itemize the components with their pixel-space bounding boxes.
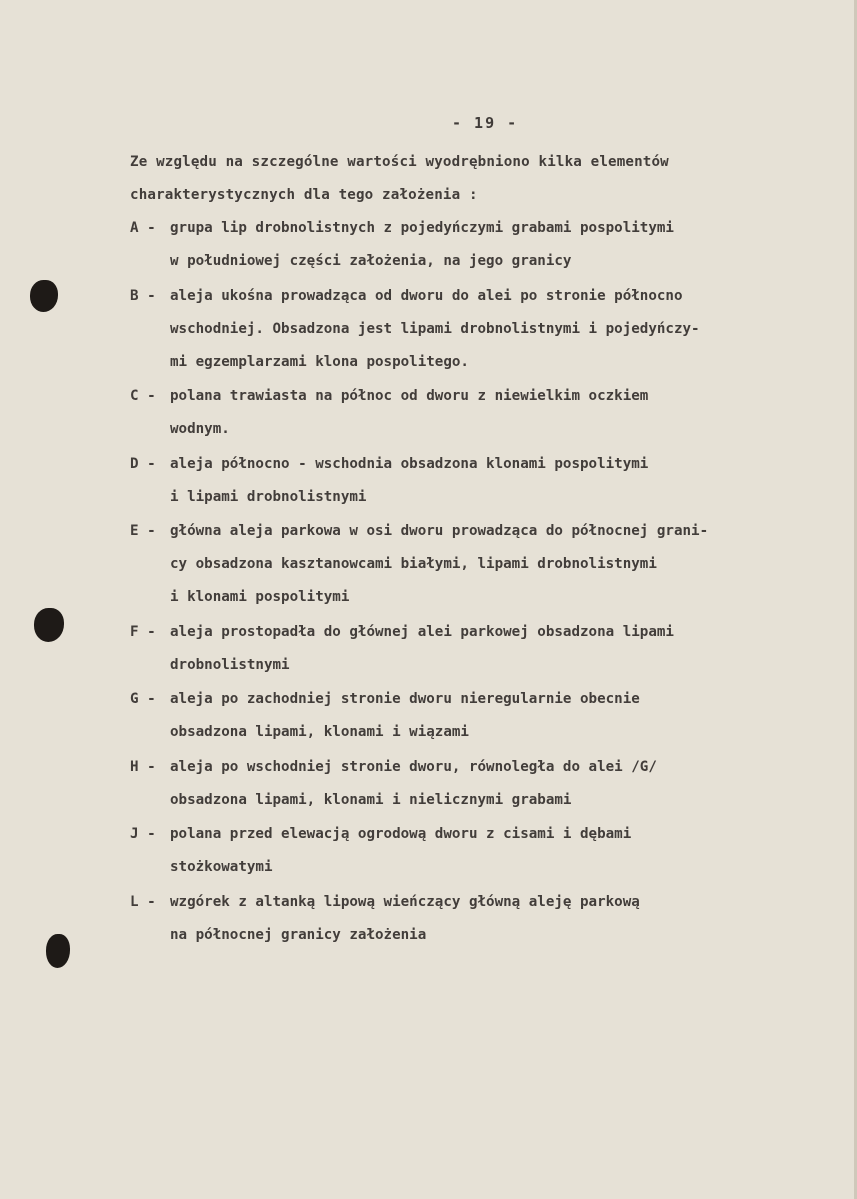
item-marker: E - xyxy=(130,523,156,539)
item-line: i klonami pospolitymi xyxy=(170,589,350,605)
list-item-c xyxy=(130,380,850,446)
item-marker: F - xyxy=(130,623,156,640)
punch-hole-bottom xyxy=(46,934,70,968)
item-line: aleja ukośna prowadząca od dworu do alei po stronie północno xyxy=(170,287,683,304)
list-item-d xyxy=(130,448,850,514)
item-marker: L - xyxy=(130,893,156,910)
intro-line: Ze względu na szczególne wartości wyodrębniono kilka elementów xyxy=(130,154,669,170)
item-line: aleja prostopadła do głównej alei parkowej obsadzona lipami xyxy=(170,623,674,640)
item-line: mi egzemplarzami klona pospolitego. xyxy=(170,353,469,370)
intro-line: charakterystycznych dla tego założenia : xyxy=(130,187,478,203)
item-line: drobnolistnymi xyxy=(170,656,290,673)
item-marker: B - xyxy=(130,287,156,304)
intro-paragraph xyxy=(130,146,830,212)
list-item-f xyxy=(130,616,850,682)
item-line: grupa lip drobnolistnych z pojedyńczymi grabami pospolitymi xyxy=(170,220,674,236)
list-item-h xyxy=(130,751,850,817)
item-line: wodnym. xyxy=(170,421,230,437)
item-marker: J - xyxy=(130,826,156,842)
item-line: aleja po wschodniej stronie dworu, równoległa do alei /G/ xyxy=(170,758,657,775)
item-line: obsadzona lipami, klonami i wiązami xyxy=(170,724,469,740)
list-item-j xyxy=(130,818,850,884)
element-list xyxy=(130,212,850,953)
punch-hole-top xyxy=(30,280,58,312)
item-line: aleja po zachodniej stronie dworu nieregularnie obecnie xyxy=(170,691,640,707)
item-marker: C - xyxy=(130,388,156,404)
punch-hole-middle xyxy=(34,608,64,642)
item-line: na północnej granicy założenia xyxy=(170,926,427,943)
page-number: - 19 - xyxy=(452,114,519,132)
list-item-a xyxy=(130,212,850,278)
item-line: obsadzona lipami, klonami i nielicznymi grabami xyxy=(170,791,572,808)
item-line: wschodniej. Obsadzona jest lipami drobnolistnymi i pojedyńczy- xyxy=(170,320,700,337)
item-marker: G - xyxy=(130,691,156,707)
item-line: główna aleja parkowa w osi dworu prowadząca do północnej grani- xyxy=(170,523,709,539)
item-line: cy obsadzona kasztanowcami białymi, lipami drobnolistnymi xyxy=(170,556,657,572)
item-marker: A - xyxy=(130,220,156,236)
item-marker: H - xyxy=(130,758,156,775)
list-item-b xyxy=(130,280,850,379)
item-line: i lipami drobnolistnymi xyxy=(170,488,367,505)
item-line: aleja północno - wschodnia obsadzona klonami pospolitymi xyxy=(170,455,649,472)
item-line: polana przed elewacją ogrodową dworu z cisami i dębami xyxy=(170,826,632,842)
item-line: w południowej części założenia, na jego granicy xyxy=(170,253,572,269)
item-marker: D - xyxy=(130,455,156,472)
item-line: wzgórek z altanką lipową wieńczący główną aleję parkową xyxy=(170,893,640,910)
item-line: polana trawiasta na północ od dworu z niewielkim oczkiem xyxy=(170,388,649,404)
list-item-g xyxy=(130,683,850,749)
item-line: stożkowatymi xyxy=(170,859,273,875)
list-item-l xyxy=(130,886,850,952)
list-item-e xyxy=(130,515,850,614)
